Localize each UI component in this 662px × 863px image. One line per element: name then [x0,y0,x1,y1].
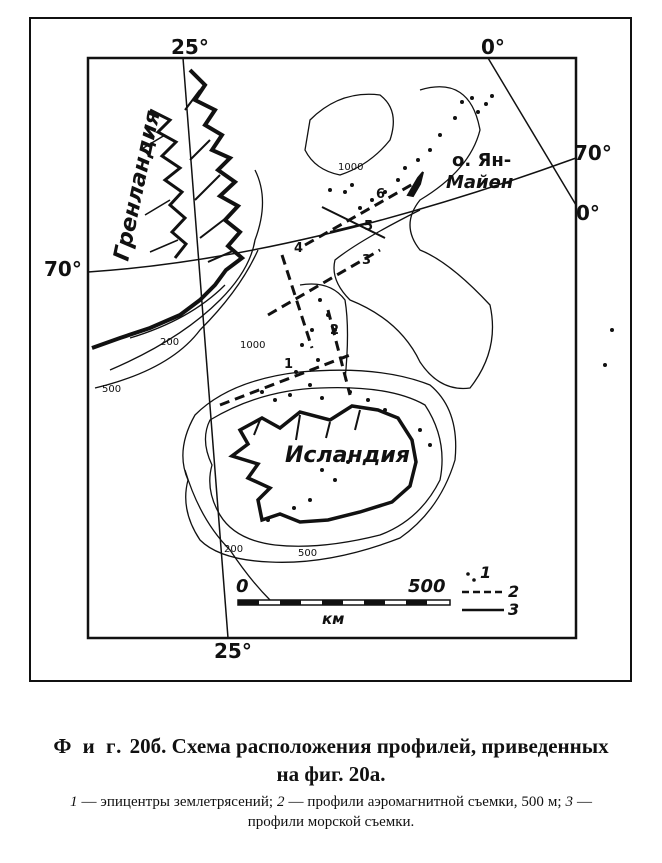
depth-200-south: 200 [224,544,244,555]
place-jan-mayen-line1: о. Ян- [452,150,512,171]
scale-bar [236,576,450,628]
figure-caption [40,732,622,832]
note-1-text: — эпицентры землетрясений; [81,794,274,810]
caption-fig-label: Ф и г. [53,734,125,758]
profile-4-line [305,180,420,245]
legend-label-1: 1 [480,563,492,582]
caption-title [40,732,622,788]
profile-label-2: 2 [330,323,340,338]
place-greenland: Гренландия [109,108,166,264]
coord-lon-25-bottom: 25° [214,639,252,663]
scale-zero: 0 [236,576,249,597]
place-iceland: Исландия [285,443,410,468]
profile-label-6: 6 [376,187,386,202]
profile-label-5: 5 [364,219,374,234]
scale-max: 500 [408,576,446,597]
depth-500-west: 500 [102,384,122,395]
map-legend [462,563,519,619]
coord-lon-0-right: 0° [576,201,600,225]
greenland-coast [92,70,242,348]
coord-lat-70-left: 70° [44,257,82,281]
note-3-text: — профили морской съемки. [247,794,592,830]
contour-ridge [334,87,493,389]
legend-label-3: 3 [508,600,520,619]
inner-frame [88,58,576,638]
place-jan-mayen-line2: Майен [446,172,514,193]
legend-epicenter-dots [466,572,470,576]
profile-label-1: 1 [284,357,294,372]
legend-label-2: 2 [508,582,520,601]
note-1-num: 1 [70,794,78,810]
depth-500-south: 500 [298,548,318,559]
scale-unit: км [322,610,345,628]
outer-frame [30,18,631,681]
profile-label-4: 4 [294,241,304,256]
note-2-text: — профили аэромагнитной съемки, 500 м; [288,794,562,810]
depth-1000-north: 1000 [338,162,364,173]
profile-x-line [282,255,312,348]
graticule [88,58,576,638]
note-3-num: 3 [565,794,574,810]
note-2-num: 2 [277,794,285,810]
coord-lon-0-top: 0° [481,35,505,59]
coord-lon-25-top: 25° [171,35,209,59]
contour-south-extension [185,470,270,600]
depth-200-west: 200 [160,337,180,348]
caption-notes [40,792,622,832]
caption-fig-number: 20б. [129,734,167,758]
depth-1000-west: 1000 [240,340,266,351]
caption-title-text: Схема расположения профилей, приведенных на фиг. 20а. [171,734,609,786]
profile-label-3: 3 [362,253,372,268]
coord-lat-70-right: 70° [574,141,612,165]
